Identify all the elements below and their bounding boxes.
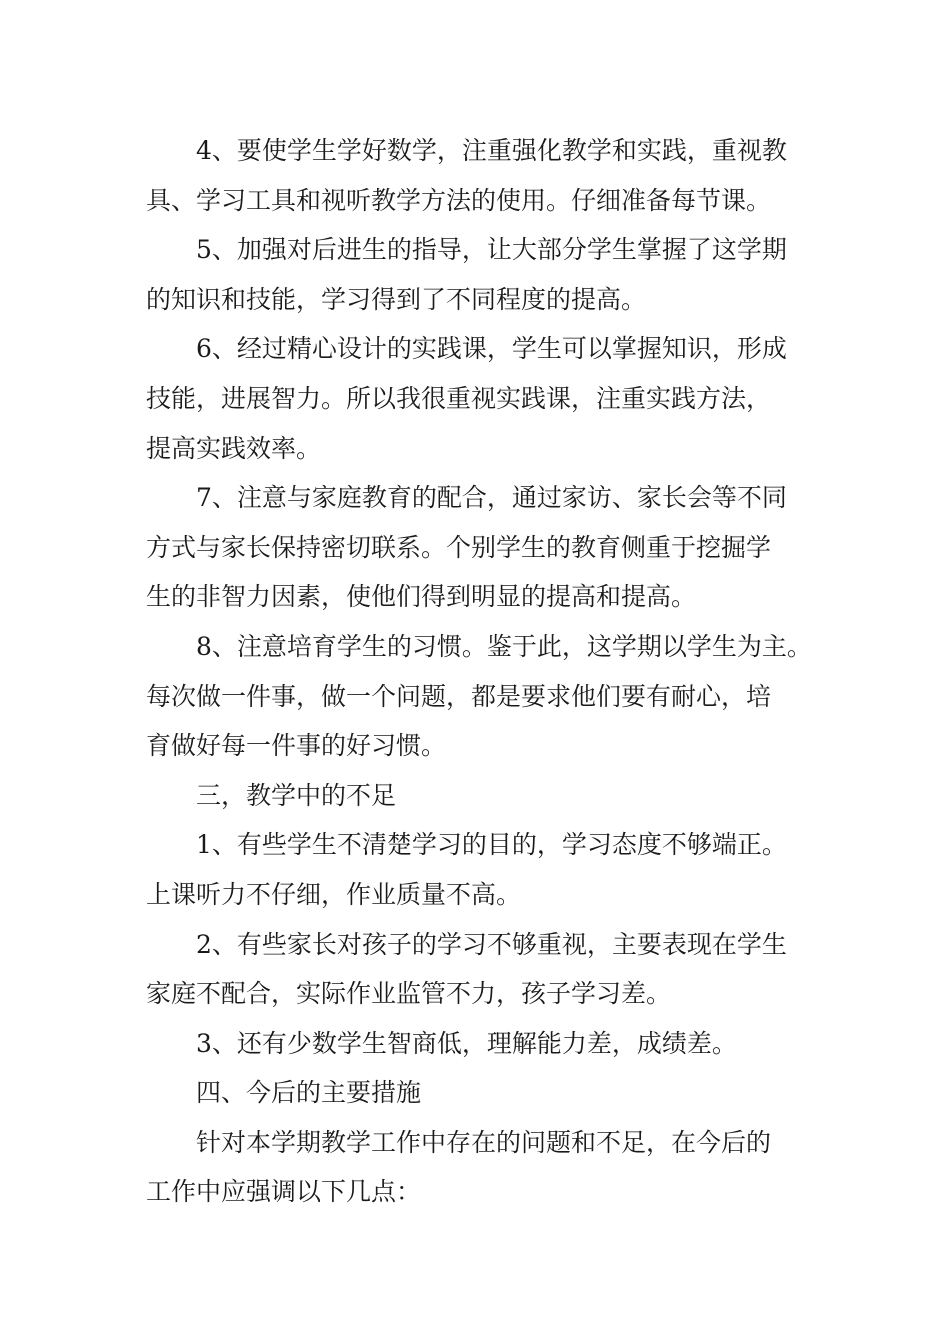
item-6-line-2: 技能，进展智力。所以我很重视实践课，注重实践方法， bbox=[146, 383, 772, 413]
section-4-heading: 四、今后的主要措施 bbox=[196, 1078, 422, 1108]
measures-intro-line-1: 针对本学期教学工作中存在的问题和不足，在今后的 bbox=[196, 1127, 772, 1157]
shortfall-2-line-1: 2、有些家长对孩子的学习不够重视，主要表现在学生 bbox=[196, 929, 787, 959]
item-6-line-1: 6、经过精心设计的实践课，学生可以掌握知识，形成 bbox=[196, 334, 787, 364]
shortfall-2-line-2: 家庭不配合，实际作业监管不力，孩子学习差。 bbox=[146, 979, 672, 1009]
shortfall-1-line-1: 1、有些学生不清楚学习的目的，学习态度不够端正。 bbox=[196, 830, 787, 860]
item-4-line-1: 4、要使学生学好数学，注重强化教学和实践，重视教 bbox=[196, 136, 787, 165]
item-8-line-3: 育做好每一件事的好习惯。 bbox=[146, 731, 447, 761]
shortfall-3-line-1: 3、还有少数学生智商低，理解能力差，成绩差。 bbox=[196, 1028, 737, 1058]
item-5-line-1: 5、加强对后进生的指导，让大部分学生掌握了这学期 bbox=[196, 235, 787, 265]
item-4-line-2: 具、学习工具和视听教学方法的使用。仔细准备每节课。 bbox=[146, 185, 772, 215]
shortfall-1-line-2: 上课听力不仔细，作业质量不高。 bbox=[146, 879, 522, 909]
item-6-line-3: 提高实践效率。 bbox=[146, 433, 322, 463]
item-8-line-2: 每次做一件事，做一个问题，都是要求他们要有耐心，培 bbox=[146, 681, 772, 711]
item-7-line-2: 方式与家长保持密切联系。个别学生的教育侧重于挖掘学 bbox=[146, 532, 772, 562]
section-3-heading: 三，教学中的不足 bbox=[196, 780, 397, 810]
document-body bbox=[146, 126, 826, 1217]
item-7-line-1: 7、注意与家庭教育的配合，通过家访、家长会等不同 bbox=[196, 483, 787, 513]
item-7-line-3: 生的非智力因素，使他们得到明显的提高和提高。 bbox=[146, 582, 697, 612]
item-5-line-2: 的知识和技能，学习得到了不同程度的提高。 bbox=[146, 284, 647, 314]
item-8-line-1: 8、注意培育学生的习惯。鉴于此，这学期以学生为主。 bbox=[196, 631, 812, 661]
measures-intro-line-2: 工作中应强调以下几点： bbox=[146, 1177, 422, 1207]
